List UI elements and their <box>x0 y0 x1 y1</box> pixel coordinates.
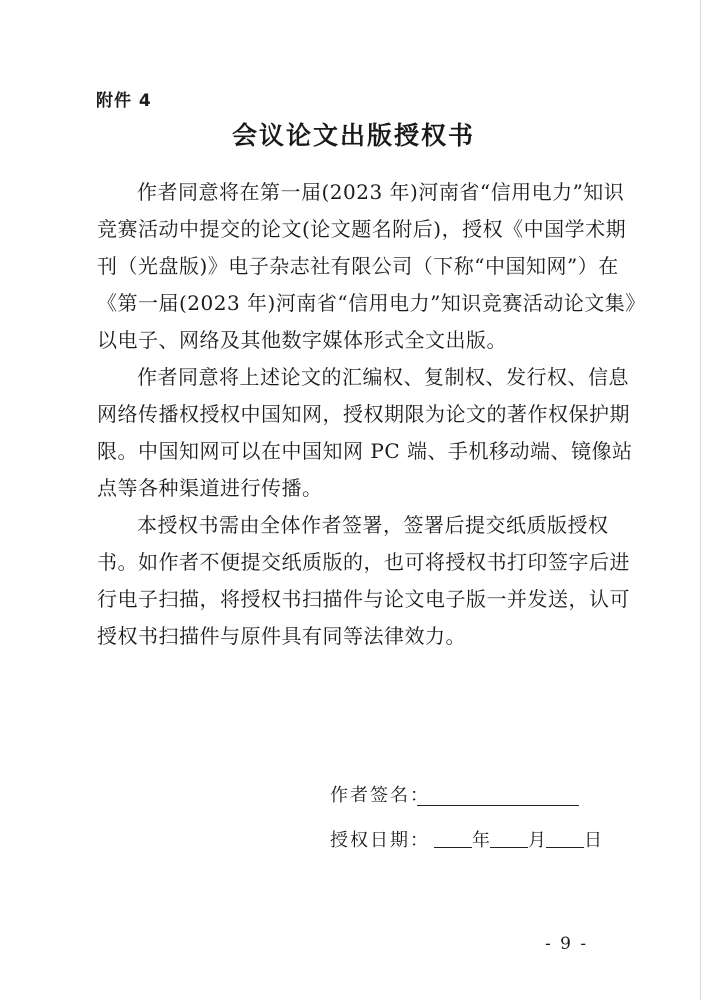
day-blank[interactable] <box>546 847 584 848</box>
month-unit: 月 <box>528 830 546 851</box>
signature-block <box>330 786 602 876</box>
author-signature-label: 作者签名： <box>330 785 430 806</box>
paragraph-line: 刊（光盘版)》电子杂志社有限公司（下称“中国知网”）在 <box>97 254 619 278</box>
year-unit: 年 <box>472 830 490 851</box>
paragraph-line: 行电子扫描，将授权书扫描件与论文电子版一并发送，认可 <box>97 587 630 611</box>
paragraph-line: 网络传播权授权中国知网，授权期限为论文的著作权保护期 <box>97 402 630 426</box>
body-text <box>97 174 646 655</box>
attachment-label: 附件 4 <box>96 91 152 111</box>
document-title: 会议论文出版授权书 <box>231 121 475 150</box>
year-blank[interactable] <box>434 847 472 848</box>
paragraph-line: 作者同意将在第一届(2023 年)河南省“信用电力”知识 <box>137 180 625 204</box>
authorization-date-label: 授权日期： <box>330 830 430 851</box>
paragraph-line: 限。中国知网可以在中国知网 PC 端、手机移动端、镜像站 <box>97 439 633 463</box>
paragraph-line: 《第一届(2023 年)河南省“信用电力”知识竞赛活动论文集》 <box>97 291 646 315</box>
paragraph-line: 本授权书需由全体作者签署，签署后提交纸质版授权 <box>137 513 609 537</box>
paragraph-2 <box>97 359 633 507</box>
month-blank[interactable] <box>490 847 528 848</box>
paragraph-1 <box>97 174 646 359</box>
paragraph-line: 授权书扫描件与原件具有同等法律效力。 <box>97 624 466 648</box>
author-signature-blank[interactable] <box>417 805 579 806</box>
page-number: - 9 - <box>545 934 589 954</box>
paragraph-line: 点等各种渠道进行传播。 <box>97 476 323 500</box>
authorization-date-row <box>330 831 602 876</box>
paragraph-line: 作者同意将上述论文的汇编权、复制权、发行权、信息 <box>137 365 629 389</box>
paragraph-3 <box>97 507 630 655</box>
day-unit: 日 <box>584 830 602 851</box>
author-signature-row <box>330 786 602 831</box>
paragraph-line: 书。如作者不便提交纸质版的，也可将授权书打印签字后进 <box>97 550 630 574</box>
paragraph-line: 竞赛活动中提交的论文(论文题名附后)，授权《中国学术期 <box>97 217 627 241</box>
paragraph-line: 以电子、网络及其他数字媒体形式全文出版。 <box>97 328 507 352</box>
